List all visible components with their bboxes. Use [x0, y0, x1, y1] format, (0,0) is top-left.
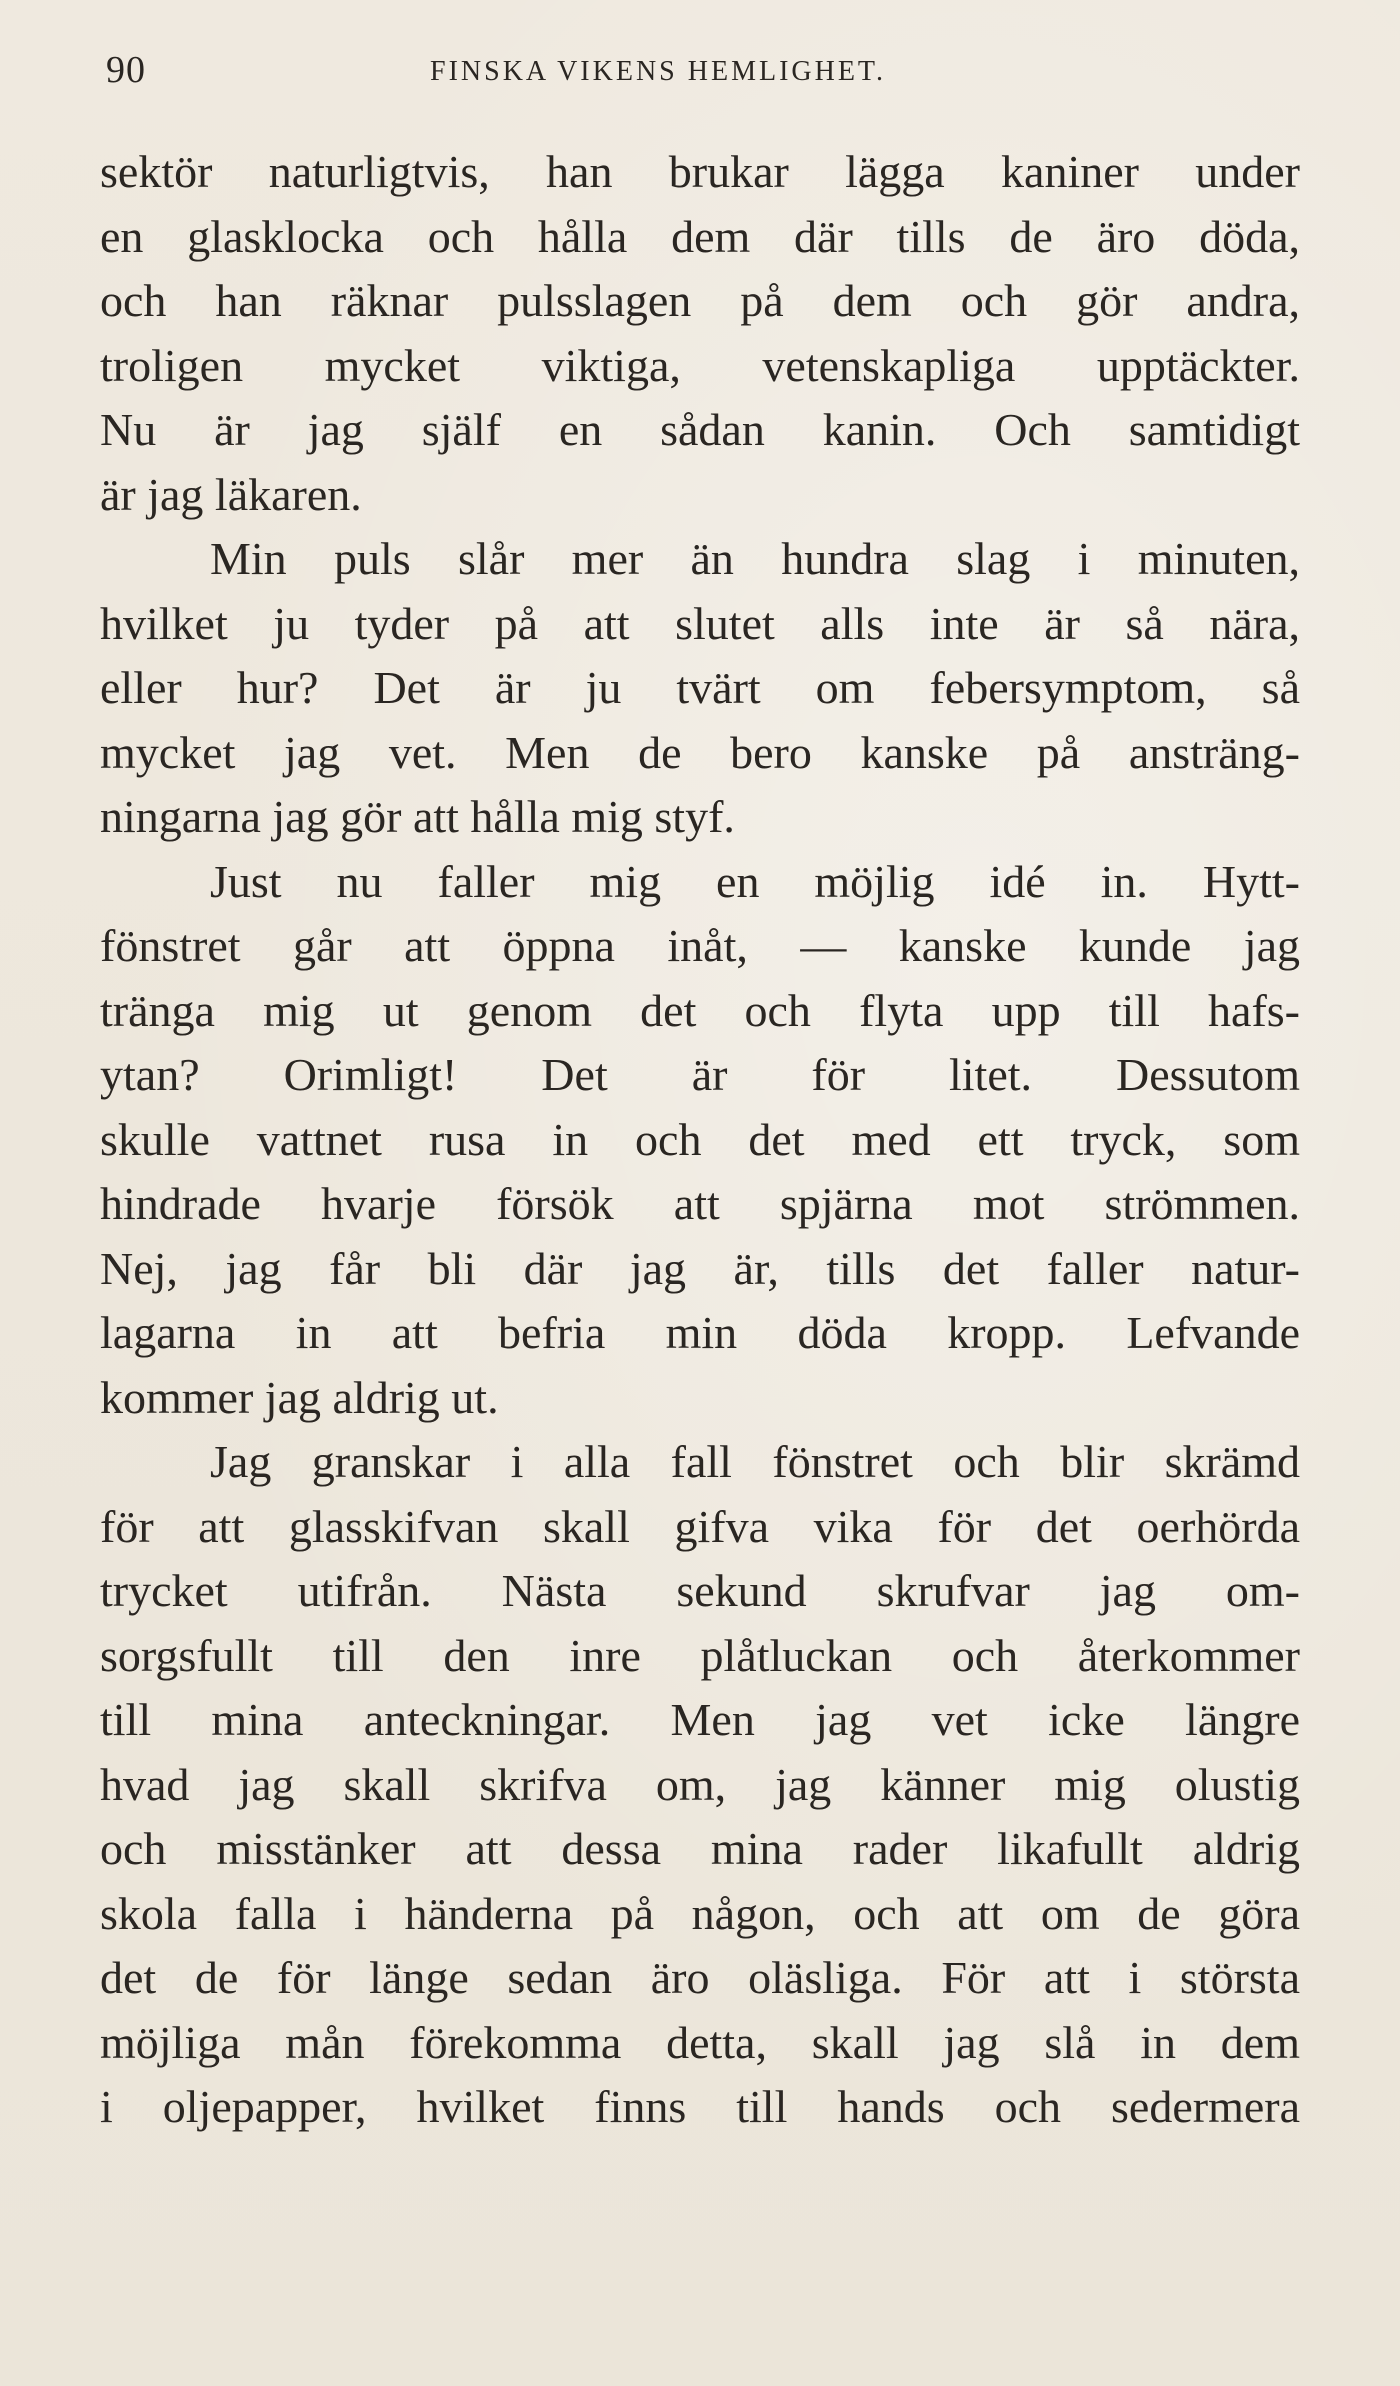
- text-line: Jag granskar i alla fall fönstret och blir skrämd: [210, 1436, 1300, 1487]
- text-line: till mina anteckningar. Men jag vet icke längre: [100, 1694, 1300, 1745]
- text-line: och misstänker att dessa mina rader likafullt aldrig: [100, 1823, 1300, 1874]
- text-line: sorgsfullt till den inre plåtluckan och återkommer: [100, 1629, 1300, 1681]
- text-line: fönstret går att öppna inåt, — kanske kunde jag: [100, 920, 1300, 971]
- text-line: hvilket ju tyder på att slutet alls inte är så nära,: [100, 597, 1300, 649]
- text-line: eller hur? Det är ju tvärt om febersymptom, så: [100, 662, 1300, 713]
- text-line: det de för länge sedan äro oläsliga. För att i största: [100, 1952, 1300, 2003]
- text-line: ytan? Orimligt! Det är för litet. Dessutom: [100, 1049, 1300, 1100]
- text-line: skola falla i händerna på någon, och att om de göra: [100, 1887, 1300, 1939]
- text-line: sektör naturligtvis, han brukar lägga kaniner under: [100, 146, 1300, 197]
- text-line: en glasklocka och hålla dem där tills de äro döda,: [100, 210, 1300, 262]
- text-line: för att glasskifvan skall gifva vika för det oerhörda: [100, 1500, 1300, 1552]
- text-line: ningarna jag gör att hålla mig styf.: [100, 791, 735, 842]
- page-number: 90: [106, 49, 146, 91]
- text-line: är jag läkaren.: [100, 468, 362, 520]
- page-header: [100, 48, 1300, 108]
- text-line: möjliga mån förekomma detta, skall jag slå in dem: [100, 2016, 1300, 2068]
- text-line: och han räknar pulsslagen på dem och gör andra,: [100, 275, 1300, 326]
- text-line: mycket jag vet. Men de bero kanske på ansträng-: [100, 726, 1300, 778]
- text-line: Min puls slår mer än hundra slag i minuten,: [210, 533, 1300, 584]
- text-line: skulle vattnet rusa in och det med ett tryck, som: [100, 1113, 1300, 1165]
- text-line: Just nu faller mig en möjlig idé in. Hytt-: [210, 855, 1300, 907]
- text-line: Nej, jag får bli där jag är, tills det faller natur-: [100, 1242, 1300, 1294]
- running-head: FINSKA VIKENS HEMLIGHET.: [430, 56, 886, 87]
- text-line: trycket utifrån. Nästa sekund skrufvar jag om-: [100, 1565, 1300, 1616]
- text-line: tränga mig ut genom det och flyta upp till hafs-: [100, 984, 1300, 1036]
- text-line: hvad jag skall skrifva om, jag känner mig olustig: [100, 1758, 1300, 1810]
- body-text: [100, 140, 1300, 2140]
- text-line: troligen mycket viktiga, vetenskapliga upptäckter.: [100, 339, 1300, 391]
- text-line: i oljepapper, hvilket finns till hands och sedermera: [100, 2081, 1300, 2132]
- text-line: kommer jag aldrig ut.: [100, 1371, 499, 1423]
- text-line: Nu är jag själf en sådan kanin. Och samtidigt: [100, 404, 1300, 455]
- text-line: lagarna in att befria min döda kropp. Lefvande: [100, 1307, 1300, 1358]
- text-line: hindrade hvarje försök att spjärna mot strömmen.: [100, 1178, 1300, 1229]
